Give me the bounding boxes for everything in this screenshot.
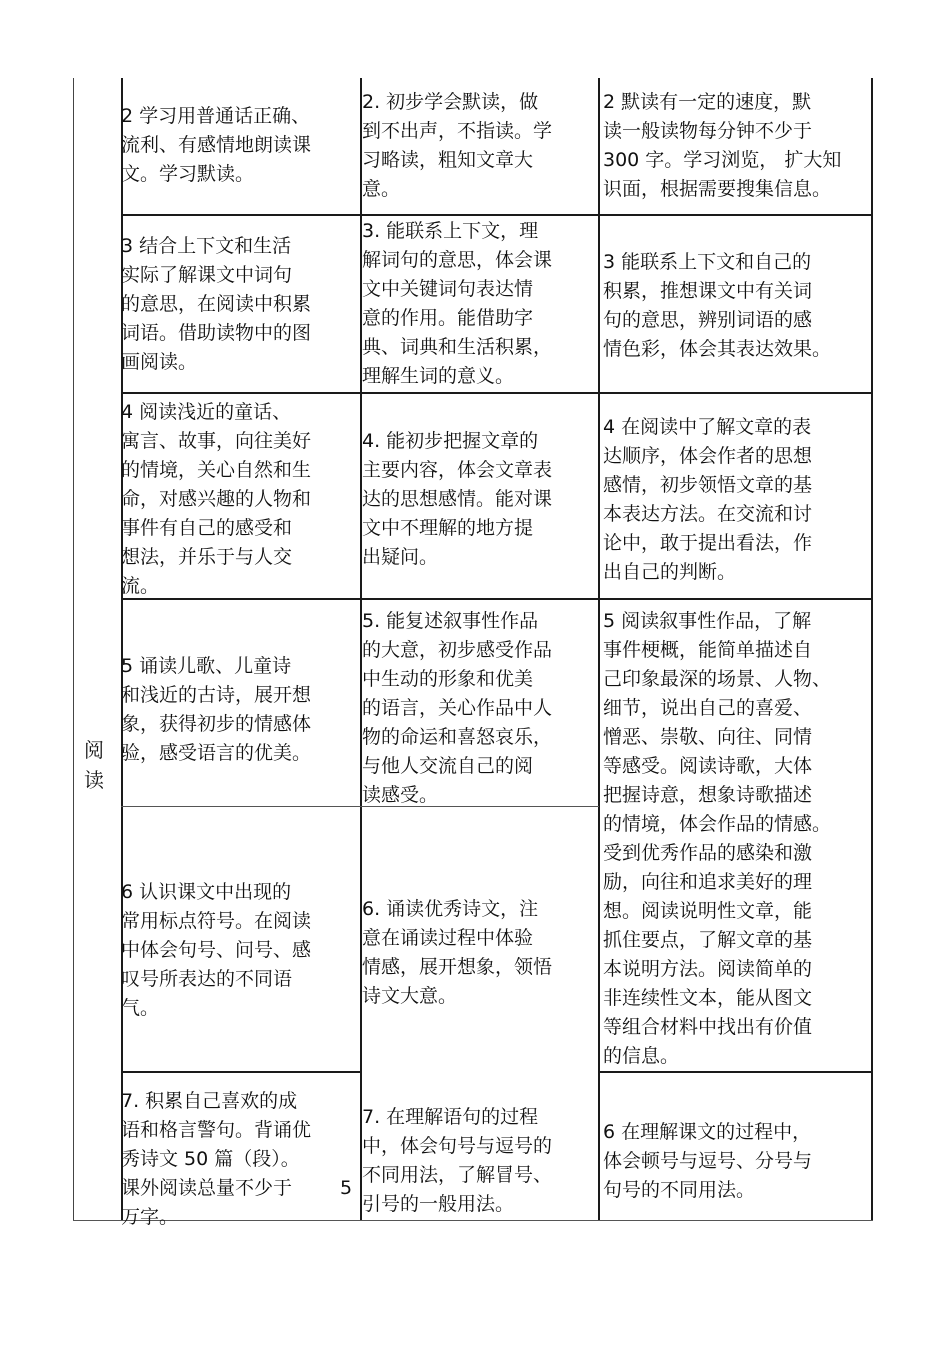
row6-grade12-count: 5 — [340, 1177, 353, 1199]
table-left-border — [73, 78, 74, 1221]
section-label-char-1: 阅 — [84, 738, 104, 762]
section-label-reading — [84, 735, 104, 795]
row4-grade34-cell: 5. 能复述叙事性作品 的大意，初步感受作品 中生动的形象和优美 的语言，关心作品中人 物的命运和喜怒哀乐， 与他人交流自己的阅 读感受。 — [362, 610, 553, 806]
row2-grade34-cell: 3. 能联系上下文，理 解词句的意思，体会课 文中关键词句表达情 意的作用。能借助字 典、词典和生活积累， 理解生词的意义。 — [362, 220, 553, 387]
row-divider-2 — [121, 392, 873, 394]
table-right-border — [871, 78, 873, 1221]
row3-grade34-cell: 4. 能初步把握文章的 主要内容，体会文章表 达的思想感情。能对课 文中不理解的地方提 出疑问。 — [362, 430, 553, 568]
row6-grade34-cell: 7. 在理解语句的过程 中，体会句号与逗号的 不同用法，了解冒号、 引号的一般用法。 — [362, 1106, 553, 1215]
row-divider-5-left — [121, 1071, 361, 1073]
row2-grade12-cell: 3 结合上下文和生活 实际了解课文中词句 的意思，在阅读中积累 词语。借助读物中的图 画阅读。 — [121, 235, 312, 373]
row5-grade12-cell: 6 认识课文中出现的 常用标点符号。在阅读 中体会句号、问号、感 叹号所表达的不同语 气。 — [121, 881, 312, 1019]
row6-grade56-cell: 6 在理解课文的过程中， 体会顿号与逗号、分号与 句号的不同用法。 — [603, 1121, 813, 1201]
row1-grade12-cell: 2 学习用普通话正确、 流利、有感情地朗读课 文。学习默读。 — [121, 105, 312, 185]
column-divider-3 — [598, 78, 600, 1221]
row4-grade12-cell: 5 诵读儿歌、儿童诗 和浅近的古诗，展开想 象，获得初步的情感体 验，感受语言的优美。 — [121, 655, 312, 764]
row1-grade56-cell: 2 默读有一定的速度，默 读一般读物每分钟不少于 300 字。学习浏览， 扩大知 识面，根据需要搜集信息。 — [603, 91, 842, 200]
row4-grade56-cell: 5 阅读叙事性作品，了解 事件梗概，能简单描述自 己印象最深的场景、人物、 细节，说出自己的喜爱、 憎恶、崇敬、向往、同情 等感受。阅读诗歌，大体 把握诗意，想象诗歌描述 的情境，体会作品的情感。 受到优秀作品的感染和激 励，向往和追求美好的理 想。阅读说明性文章，能 抓住要点，了解文章的基 本说明方法。阅读简单的 非连续性文本，能从图文 等组合材料中找出有价值 的信息。 — [603, 610, 832, 1067]
row6-grade12-cell: 7. 积累自己喜欢的成 语和格言警句。背诵优 秀诗文 50 篇（段）。 课外阅读总量不少于 万字。 — [121, 1090, 312, 1228]
row2-grade56-cell: 3 能联系上下文和自己的 积累，推想课文中有关词 句的意思，辨别词语的感 情色彩，体会其表达效果。 — [603, 251, 832, 360]
section-label-char-2: 读 — [84, 768, 104, 792]
row3-grade12-cell: 4 阅读浅近的童话、 寓言、故事，向往美好 的情境，关心自然和生 命，对感兴趣的人物和 事件有自己的感受和 想法，并乐于与人交 流。 — [121, 401, 312, 597]
row-divider-5-right — [598, 1071, 873, 1073]
row-divider-1 — [121, 214, 873, 216]
row3-grade56-cell: 4 在阅读中了解文章的表 达顺序，体会作者的思想 感情，初步领悟文章的基 本表达方法。在交流和讨 论中，敢于提出看法，作 出自己的判断。 — [603, 416, 813, 583]
row5-grade34-cell: 6. 诵读优秀诗文，注 意在诵读过程中体验 情感，展开想象，领悟 诗文大意。 — [362, 898, 553, 1007]
row1-grade34-cell: 2. 初步学会默读，做 到不出声，不指读。学 习略读，粗知文章大 意。 — [362, 91, 553, 200]
